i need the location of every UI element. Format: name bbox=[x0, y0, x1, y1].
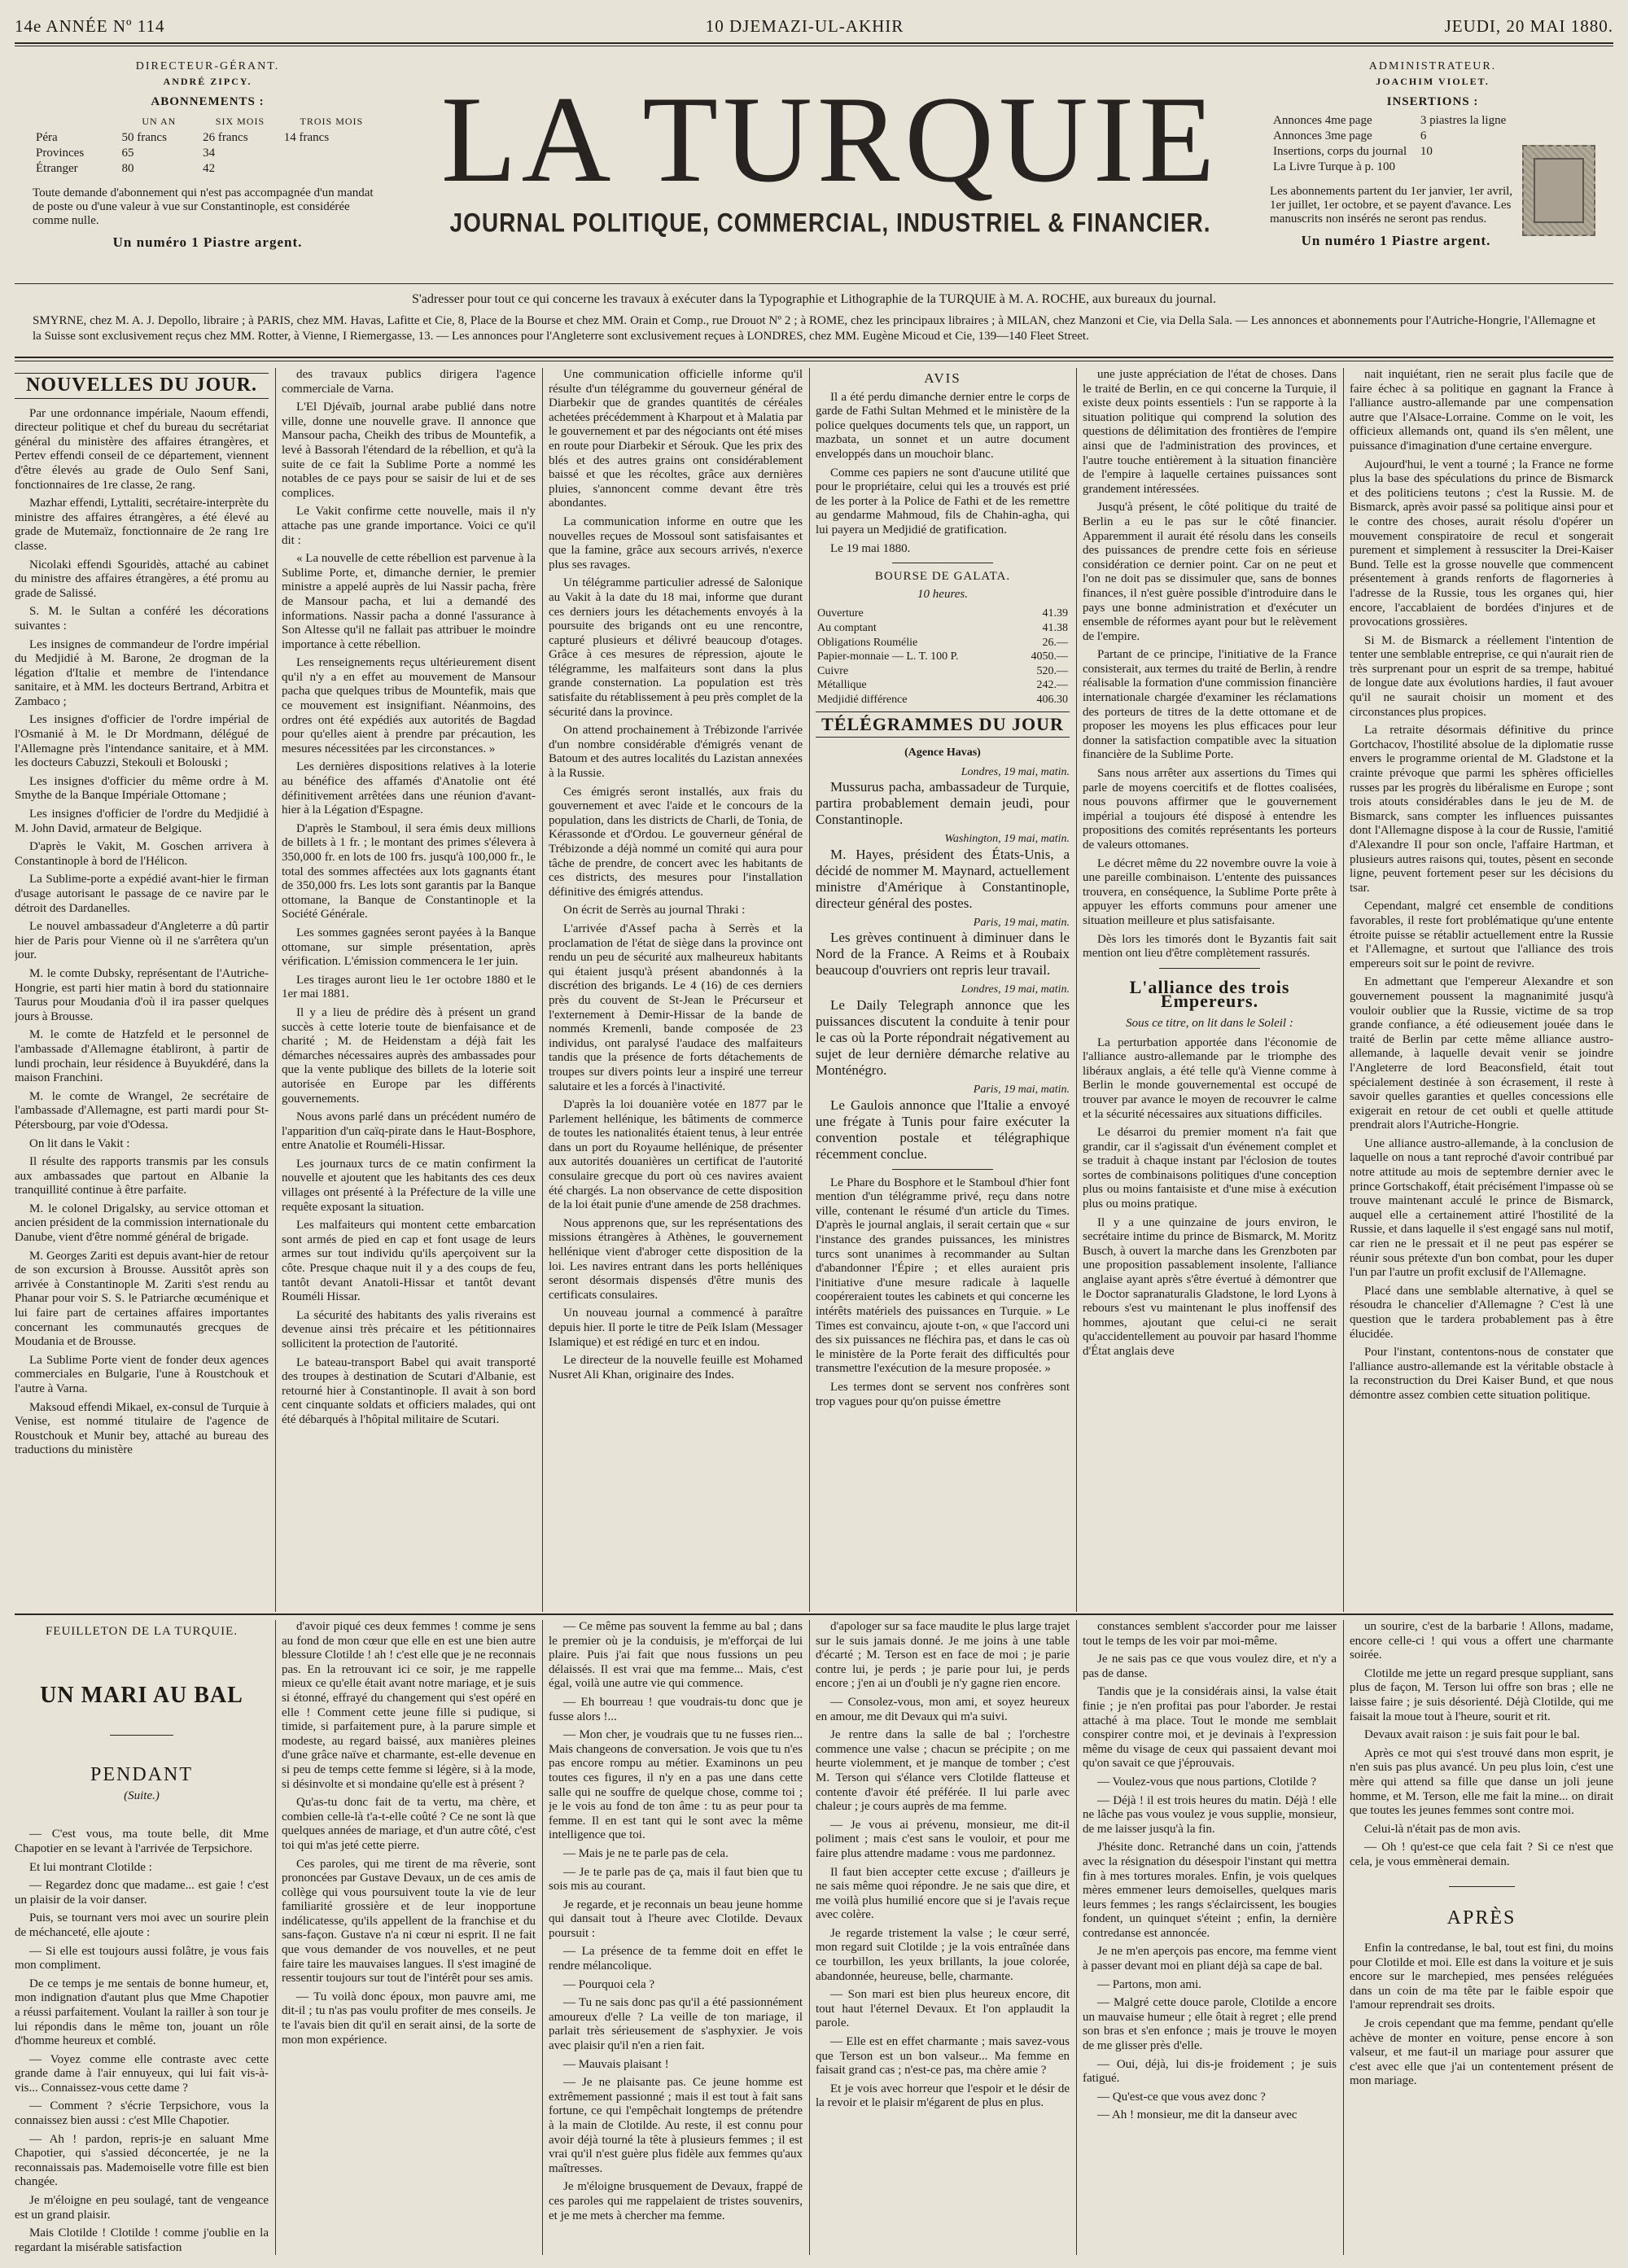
feuilleton-rule bbox=[15, 1613, 1613, 1615]
article-paragraph: Je ne m'en aperçois pas encore, ma femme vient à passer devant moi en pliant déjà sa cape de bal. bbox=[1083, 1945, 1337, 1973]
apres-body bbox=[1350, 1942, 1613, 2089]
phare-body bbox=[816, 1176, 1070, 1410]
article-paragraph: Tandis que je la considérais ainsi, la valse était finie ; je n'en profitai pas pour l'aborder. Je restai attaché à ma place. Tout le monde me semblait conspirer contre moi, et je devinais à l'expression même du visage de ceux qui passaient devant moi qu'on savait ce que j'éprouvais. bbox=[1083, 1685, 1337, 1771]
column-rule bbox=[809, 1620, 810, 2255]
table-row: Insertions, corps du journal 10 bbox=[1273, 145, 1433, 158]
hijri-date: 10 DJEMAZI-UL-AKHIR bbox=[705, 15, 904, 36]
article-paragraph: Les insignes d'officier du même ordre à M. Smythe de la Banque Impériale Ottomane ; bbox=[15, 774, 269, 803]
article-paragraph: Qu'as-tu donc fait de ta vertu, ma chère, et combien celle-là t'a-t-elle coûté ? Ce ne sont là que quelques années de mariage, et d'un autre côté, c'est toi qui m'as jeté cette pierre. bbox=[282, 1796, 536, 1852]
telegram-text: Mussurus pacha, ambassadeur de Turquie, partira probablement demain jeudi, pour Constantinople. bbox=[816, 779, 1070, 828]
telegrams-list bbox=[816, 765, 1070, 1162]
admin-label: ADMINISTRATEUR. bbox=[1368, 60, 1497, 72]
article-paragraph: D'après le Vakit, M. Goschen arrivera à Constantinople à bord de l'Hélicon. bbox=[15, 840, 269, 868]
telegram-dateline: Londres, 19 mai, matin. bbox=[961, 983, 1070, 996]
bourse-label: Au comptant bbox=[817, 621, 877, 634]
article-paragraph: Nous avons parlé dans un précédent numéro de l'apparition d'un caïq-pirate dans le Haut-Bosphore, entre Anatolie et Rouméli-Hissar. bbox=[282, 1110, 536, 1153]
table-row: La Livre Turque à p. 100 bbox=[1273, 160, 1395, 173]
article-paragraph: Je crois cependant que ma femme, pendant qu'elle achève de monter en voiture, pense encore à son valseur, et me faut-il un mariage pour assurer que c'est avec elle que j'ai un contentement présent de mon mariage. bbox=[1350, 2017, 1613, 2088]
column-header: UN AN bbox=[142, 116, 177, 127]
article-paragraph: Le bateau-transport Babel qui avait transporté des troupes à destination de Scutari d'Albanie, est retourné hier à Constantinople. Il avait à son bord cent cinquante soldats et officiers malades, qui ont été débarqués à l'hôpital militaire de Scutari. bbox=[282, 1355, 536, 1426]
article-paragraph: On lit dans le Vakit : bbox=[29, 1136, 130, 1150]
article-paragraph: M. Georges Zariti est depuis avant-hier de retour de son excursion à Brousse. Aussitôt après son arrivée à Constantinople M. Zariti s'est rendu au Phanar pour voir S. S. le Patriarche œcuménique et lui faire part de certaines affaires importantes concernant les communautés grecques de Moudania et de Brousse. bbox=[15, 1249, 269, 1349]
feuilleton bbox=[15, 1620, 1613, 2255]
feuilleton-column-4 bbox=[816, 1620, 1070, 2255]
article-paragraph: Il y a une quinzaine de jours environ, le secrétaire intime du prince de Bismarck, M. Moritz Busch, à ouvert la marche dans les Grenzboten par une proposition passablement insolente, l'alliance anglaise ayant après s'être évertué à démontrer que le Doctor sapranaturalis Gladstone, le lord Lyons à rebours s'est vu maintenant le plus inoffensif des hommes, ajoutant que celui-ci ne serait qu'accidentellement au pouvoir par hasard l'homme d'État anglais deve bbox=[1083, 1215, 1337, 1358]
agency-rule bbox=[15, 357, 1613, 358]
section-title-nouvelles: NOUVELLES DU JOUR. bbox=[15, 373, 269, 399]
column-header: SIX MOIS bbox=[215, 116, 265, 127]
article-paragraph: Le nouvel ambassadeur d'Angleterre a dû partir hier de Paris pour Vienne où il ne s'arrêtera qu'un jour. bbox=[15, 920, 269, 962]
feuilleton-body-2 bbox=[282, 1620, 536, 2047]
table-row: Étranger 80 42 bbox=[36, 162, 216, 175]
article-paragraph: Il y a lieu de prédire dès à présent un grand succès à cette loterie toute de bienfaisance et de charité ; M. de Heidenstam a déjà fait les démarches nécessaires auprès des ambassades pour que la vente publique des billets de la loterie soit autorisée en Europe par les différents gouvernements. bbox=[282, 1005, 536, 1106]
feuilleton-body-1 bbox=[15, 1828, 269, 2255]
table-row bbox=[816, 678, 1070, 693]
stamp-inner bbox=[1534, 158, 1584, 223]
table-row: Annonces 4me page 3 piastres la ligne bbox=[1273, 114, 1507, 127]
article-paragraph: Les termes dont se servent nos confrères sont trop vagues pour qu'on puisse émettre bbox=[816, 1380, 1070, 1408]
article-paragraph: La Sublime-porte a expédié avant-hier le firman d'usage autorisant le passage de ce navire par le détroit des Dardanelles. bbox=[15, 873, 269, 915]
table-row bbox=[816, 636, 1070, 650]
separator bbox=[110, 1735, 173, 1736]
article-paragraph: Les renseignements reçus ultérieurement disent qu'il n'y a en effet au mouvement de Mansour pacha que quelques tribus de Mountefik, mais que ce mouvement est insignifiant. Néanmoins, des ordres ont été expédiés aux autorités de Bagdad pour qu'elles aient à prendre par précaution, les mesures nécessitées par les circonstances. » bbox=[282, 656, 536, 755]
article-paragraph: Nicolaki effendi Sgouridès, attaché au cabinet du ministre des affaires étrangères, a été promu au grade de Salissé. bbox=[15, 558, 269, 600]
article-paragraph: De ce temps je me sentais de bonne humeur, et, mon indignation d'autant plus que Mme Chapotier a réussi parfaitement. Voulant la railler à son tour je lui répondis dans le même ton, jouant un rôle d'homme heureux et comblé. bbox=[15, 1977, 269, 2048]
table-row bbox=[816, 621, 1070, 636]
col2-body bbox=[282, 368, 536, 1428]
telegram-text: Le Gaulois annonce que l'Italie a envoyé une frégate à Tunis pour faire exécuter la convention postale et télégraphique récemment conclue. bbox=[816, 1097, 1070, 1162]
postage-stamp bbox=[1522, 145, 1595, 236]
article-paragraph: Un télégramme particulier adressé de Salonique au Vakit à la date du 18 mai, informe que durant ces derniers jours les détachements envoyés à la poursuite des brigands ont eu une rencontre, capturé plusieurs et délivré beaucoup d'otages. Grâce à ces mesures de répression, ajoute le télégramme, les malfaiteurs sont dans la plus grande consternation. La population est très satisfaite du rétablissement à peu près complet de la sécurité dans la province. bbox=[549, 576, 803, 719]
article-paragraph: Le directeur de la nouvelle feuille est Mohamed Nusret Ali Khan, originaire des Indes. bbox=[549, 1354, 803, 1381]
bourse-title: BOURSE DE GALATA. bbox=[874, 570, 1011, 584]
article-paragraph: Partant de ce principe, l'initiative de la France consisterait, aux termes du traité de Berlin, à rendre réalisable la formation d'une commission financière internationale chargée d'examiner les réclamations des porteurs de titres de la dette ottomane et de proposer les moyens les plus efficaces pour leur donner la satisfaction compatible avec la situation financière de la Sublime Porte. bbox=[1083, 648, 1337, 762]
feuilleton-column-2 bbox=[282, 1620, 536, 2255]
article-paragraph: Si M. de Bismarck a réellement l'intention de tenter une semblable entreprise, ce qui n'aurait rien de très surprenant pour un esprit de sa trempe, habitué de longue date aux évolutions hardies, il faut avouer qu'il ne saurait choisir un moment et des circonstances plus propices. bbox=[1350, 633, 1613, 719]
article-paragraph: Ces paroles, qui me tirent de ma rêverie, sont prononcées par Gustave Devaux, un de ces amis de collège qui vous poursuivent toute la vie de leur familiarité grossière et de leur inopportune indélicatesse, qu'ils appellent de la franchise et du sans-façon. Gustave n'a ni cœur ni esprit. Il ne fait que vous demander de vos nouvelles, et ne peut faire taire les mauvaises langues. Il s'est imaginé de ressentir toujours sur tout de l'intérêt pour ses amis. bbox=[282, 1857, 536, 1986]
table-row bbox=[816, 693, 1070, 707]
admin-name: JOACHIM VIOLET. bbox=[1376, 76, 1490, 87]
column-rule bbox=[1076, 1620, 1077, 2255]
article-paragraph: — Voulez-vous que nous partions, Clotilde ? bbox=[1097, 1775, 1317, 1789]
separator bbox=[892, 1169, 994, 1170]
table-row: Provinces 65 34 bbox=[36, 147, 216, 160]
column-rule bbox=[1343, 368, 1344, 1612]
article-paragraph: — Mauvais plaisant ! bbox=[563, 2057, 669, 2071]
feuilleton-head: FEUILLETON DE LA TURQUIE. bbox=[45, 1625, 239, 1638]
article-paragraph: — Je te parle pas de ça, mais il faut bien que tu sois mis au courant. bbox=[549, 1865, 803, 1894]
article-paragraph: des travaux publics dirigera l'agence commerciale de Varna. bbox=[282, 368, 536, 396]
article-paragraph: — Oui, déjà, lui dis-je froidement ; je suis fatigué. bbox=[1083, 2057, 1337, 2086]
main-columns bbox=[15, 368, 1613, 1612]
column-4 bbox=[816, 368, 1070, 1612]
column-rule bbox=[542, 1620, 543, 2255]
article-paragraph: — Son mari est bien plus heureux encore, dit tout haut l'éternel Devaux. Et l'on applaudit la parole. bbox=[816, 1988, 1070, 2030]
article-paragraph: Le décret même du 22 novembre ouvre la voie à une pareille combinaison. L'entente des puissances trouvera, en conséquence, la Sublime Porte prête à appuyer les efforts communs pour amener une situation meilleure et plus satisfaisante. bbox=[1083, 856, 1337, 927]
article-paragraph: Puis, se tournant vers moi avec un sourire plein de méchanceté, elle ajoute : bbox=[15, 1911, 269, 1939]
article-paragraph: nait inquiétant, rien ne serait plus facile que de faire échec à sa politique en gagnant la France à l'alliance austro-allemande par une compensation autre que l'Alsace-Lorraine. Comme on le voit, les officieux allemands ont, quand ils s'en mêlent, une puissance d'imagination d'une certaine envergure. bbox=[1350, 368, 1613, 453]
article-paragraph: Le désarroi du premier moment n'a fait que grandir, car il s'agissait d'un événement complet et se traduit à chaque instant par l'éclosion de toutes sortes de combinaisons politiques d'une conception plus ou moins fantaisiste et d'une mise à exécution plus ou moins pratique. bbox=[1083, 1126, 1337, 1211]
agency-text: SMYRNE, chez M. A. J. Depollo, libraire ; à PARIS, chez MM. Havas, Lafitte et Cie, 8, Place de la Bourse et chez MM. Orain et Comp., rue Drouot Nº 2 ; à ROME, chez les principaux libraires ; à MILAN, chez Manzoni et Cie, via Della Sala. — Les annonces et abonnements pour l'Autriche-Hongrie, l'Allemagne et la Suisse sont exclusivement reçus chez MM. Rotter, à Vienne, I Riemergasse, 13. — Les annonces pour l'Angleterre sont exclusivement reçues à LONDRES, chez MM. Eugène Micoud et Cie, 139—140 Fleet Street. bbox=[33, 314, 1595, 343]
article-paragraph: Après ce mot qui s'est trouvé dans mon esprit, je n'en suis pas plus avancé. Un peu plus loin, c'est une mère qui attend sa fille que danse un joli jeune homme, et M. Terson, elle me fait la mine... on dirait que toutes les jeunes femmes sont contre moi. bbox=[1350, 1746, 1613, 1818]
article-paragraph: — Comment ? s'écrie Terpsichore, vous la connaissez bien aussi : c'est Mlle Chapotier. bbox=[15, 2099, 269, 2128]
article-paragraph: M. le comte de Wrangel, 2e secrétaire de l'ambassade d'Allemagne, est parti mardi pour St-Pétersbourg, par voie d'Odessa. bbox=[15, 1089, 269, 1132]
apres-title: APRÈS bbox=[1446, 1907, 1516, 1929]
article-paragraph: — Consolez-vous, mon ami, et soyez heureux en amour, me dit Devaux qui m'a suivi. bbox=[816, 1695, 1070, 1723]
column-header: TROIS MOIS bbox=[300, 116, 364, 127]
article-paragraph: Je rentre dans la salle de bal ; l'orchestre commence une valse ; chacun se précipite ; on me heurte violemment, et je manque de tomber ; c'est M. Terson qui s'élance vers Clotilde flatteuse et contente d'avoir été préférée. Il lui parle avec chaleur ; je cours auprès de ma femme. bbox=[816, 1728, 1070, 1814]
feuilleton-body-6 bbox=[1350, 1620, 1613, 1870]
column-rule bbox=[1343, 1620, 1344, 2255]
article-paragraph: — Oh ! qu'est-ce que cela fait ? Si ce n'est que cela, je vous emmènerai demain. bbox=[1350, 1841, 1613, 1868]
article-paragraph: Pour l'instant, contentons-nous de constater que l'alliance austro-allemande est la véritable obstacle à la reconstruction du Drei Kaiser Bund, et que nous démontre assez combien cette situation politique. bbox=[1350, 1346, 1613, 1402]
article-paragraph: M. le comte de Hatzfeld et le personnel de l'ambassade d'Allemagne établiront, à partir de lundi prochain, leur résidence à Buyukdéré, dans la maison Franchini. bbox=[15, 1028, 269, 1085]
article-paragraph: Les journaux turcs de ce matin confirment la nouvelle et ajoutent que les habitants des ces deux villages ont présenté à la Préfecture de la ville une requête exposant la situation. bbox=[282, 1157, 536, 1214]
feuilleton-column-5 bbox=[1083, 1620, 1337, 2255]
article-paragraph: Mazhar effendi, Lyttaliti, secrétaire-interprète du ministre des affaires étrangères, a été élevé au grade de Mutemaïz, fonctionnaire de 2e rang 1re classe. bbox=[15, 497, 269, 553]
telegram-dateline: Londres, 19 mai, matin. bbox=[961, 765, 1070, 778]
col6-body bbox=[1350, 368, 1613, 1403]
avis-body bbox=[816, 391, 1070, 557]
feuilleton-title: UN MARI AU BAL bbox=[40, 1682, 243, 1708]
article-paragraph: — Tu voilà donc époux, mon pauvre ami, me dit-il ; tu n'as pas voulu profiter de mes conseils. Je te l'avais bien dit qu'il en serait ainsi, de la sorte de mon mon expérience. bbox=[282, 1990, 536, 2047]
article-paragraph: En admettant que l'empereur Alexandre et son gouvernement poussent la magnanimité jusqu'à vouloir oublier que la Russie, victime de sa trop grande confiance, a été odieusement jouée dans le traité de Berlin par cette même alliance austro-allemande, à laquelle devait venir se joindre l'Angleterre de lord Beaconsfield, était tout spécialement destinée à son écrasement, il reste à savoir quelles garanties et quelles concessions elle exigerait en retour de cet oubli et quelle attitude prendrait alors l'Autriche-Hongrie. bbox=[1350, 975, 1613, 1132]
article-paragraph: Les insignes d'officier de l'ordre du Medjidié à M. John David, armateur de Belgique. bbox=[15, 808, 269, 835]
table-row bbox=[816, 664, 1070, 679]
table-row bbox=[816, 650, 1070, 664]
agency-lead: S'adresser pour tout ce qui concerne les travaux à exécuter dans la Typographie et Lithographie de la TURQUIE à M. A. ROCHE, aux bureaux du journal. bbox=[412, 292, 1216, 306]
article-paragraph: — Mon cher, je voudrais que tu ne fusses rien... Mais changeons de conversation. Je vois que tu n'es pas encore rompu au métier. Examinons un peu toutes ces figures, il n'y en a pas une dans cette salle qui ne souffre de quelque chose, comme toi ; je le vois au fond de ton âme : tu as peur pour ta femme. Il en est tant qui le sont avec la même intelligence que toi. bbox=[549, 1728, 803, 1842]
issue-price-right: Un numéro 1 Piastre argent. bbox=[1301, 233, 1491, 248]
article-paragraph: Le Phare du Bosphore et le Stamboul d'hier font mention d'un télégramme privé, reçu dans notre ville, contenant le résumé d'un article du Times. D'après le journal anglais, il serait certain que « sur l'instance des grandes puissances, les ministres turcs sont unanimes à recommander au Sultan d'abandonner l'Épire ; et elles auraient pris l'initiative d'une mesure radicale à laquelle coopéreraient toutes les cabinets et qui concerne les intérêts matériels des puissances en Turquie. » Le Times est convaincu, ajoute t-on, « que l'accord uni des six puissances ne fléchira pas, et dans le cas où le ministère de la Porte ferait des difficultés pour transmettre l'exécution de la mesure proposée. » bbox=[816, 1176, 1070, 1376]
article-paragraph: Jusqu'à présent, le côté politique du traité de Berlin a eu le pas sur le côté financier. Apparemment il aurait été résolu dans les conseils des puissances de prendre cette fois en sérieuse considération ce dernier point. Car on ne peut et l'on ne doit pas se dissimuler que, sans de bonnes finances, il n'est guère possible d'introduire dans le pays une bonne administration et d'exécuter un ensemble de réformes ayant pour but le relèvement de l'empire. bbox=[1083, 501, 1337, 643]
feuilleton-column-6 bbox=[1350, 1620, 1613, 2255]
column-rule bbox=[275, 1620, 276, 2255]
article-paragraph: — Je ne plaisante pas. Ce jeune homme est extrêmement passionné ; mais il est tout à fait sans fortune, ce qui l'empêchait longtemps de prétendre à la main de Clotilde. Au reste, il est connu pour avoir déjà tourné la tête à plusieurs femmes ; il est vrai qu'il n'est guère plus fidèle aux femmes qu'aux maîtresses. bbox=[549, 2076, 803, 2175]
article-paragraph: Je m'éloigne brusquement de Devaux, frappé de ces paroles qui me rappelaient de tristes souvenirs, et je me mets à chercher ma femme. bbox=[549, 2180, 803, 2222]
director-name: ANDRÉ ZIPCY. bbox=[163, 76, 252, 87]
insertions-table bbox=[1270, 113, 1514, 175]
subscriptions-box bbox=[33, 59, 383, 250]
article-paragraph: Les tirages auront lieu le 1er octobre 1880 et le 1er mai 1881. bbox=[282, 973, 536, 1001]
article-paragraph: Nous apprenons que, sur les représentations des missions étrangères à Athènes, le gouvernement hellénique vient d'abroger cette disposition de la loi. Les navires entrant dans les ports helléniques seront désormais dispensés d'être munis des certificats consulaires. bbox=[549, 1216, 803, 1302]
bourse-value: 4050.— bbox=[1031, 650, 1068, 663]
bourse-value: 520.— bbox=[1036, 664, 1068, 677]
feuilleton-suite: (Suite.) bbox=[124, 1789, 160, 1802]
article-paragraph: Ces émigrés seront installés, aux frais du gouvernement et avec l'aide et le concours de la population, dans les districts de Charli, de Tonia, de Kérassonde et d'Ordou. Le gouverneur général de Trébizonde a déjà nommé un comité qui aura pour tâche de prendre, de concert avec les habitants de ces districts, des mesures pour l'installation définitive des émigrés attendus. bbox=[549, 785, 803, 899]
telegram-text: Le Daily Telegraph annonce que les puissances discutent la conduite à tenir pour le cas où la Porte répondrait négativement au sujet de leur dernière démarche relative au Monténégro. bbox=[816, 997, 1070, 1079]
col3-body bbox=[549, 368, 803, 1382]
telegrams-title: TÉLÉGRAMMES DU JOUR bbox=[816, 711, 1070, 738]
article-paragraph: Sans nous arrêter aux assertions du Times qui parle de moyens coercitifs et de flottes coalisées, nous pouvons affirmer que le gouvernement impérial a toujours été disposé à entendre les propositions des comités représentants les porteurs de valeurs ottomanes. bbox=[1083, 767, 1337, 852]
article-paragraph: Je regarde, et je reconnais un beau jeune homme qui dansait tout à l'heure avec Clotilde. Devaux poursuit : bbox=[549, 1898, 803, 1940]
alliance-body bbox=[1083, 1036, 1337, 1359]
bourse-label: Papier-monnaie — L. T. 100 P. bbox=[817, 650, 959, 663]
bourse-value: 41.38 bbox=[1042, 621, 1068, 634]
telegrams-agency: (Agence Havas) bbox=[904, 747, 981, 760]
article-paragraph: — C'est vous, ma toute belle, dit Mme Chapotier en se levant à l'arrivée de Terpsichore. bbox=[15, 1828, 269, 1855]
article-paragraph: Les malfaiteurs qui montent cette embarcation sont armés de pied en cap et font usage de leurs armes sur tout individu qu'ils aperçoivent sur la côte. Presque chaque nuit il y a des coups de feu, tantôt devant Anatoli-Hissar et tantôt devant Rouméli Hissar. bbox=[282, 1219, 536, 1304]
article-paragraph: M. le comte Dubsky, représentant de l'Autriche-Hongrie, est parti hier matin à bord du stationnaire Taurus pour Moudania d'où il ira passer quelques jours à Brousse. bbox=[15, 966, 269, 1023]
issue-price: Un numéro 1 Piastre argent. bbox=[112, 234, 303, 250]
bourse-value: 41.39 bbox=[1042, 607, 1068, 620]
telegram-dateline: Washington, 19 mai, matin. bbox=[944, 833, 1070, 846]
article-paragraph: constances semblent s'accorder pour me laisser tout le temps de les voir par moi-même. bbox=[1083, 1620, 1337, 1648]
bourse-label: Obligations Roumélie bbox=[817, 636, 918, 649]
newspaper-subtitle: JOURNAL POLITIQUE, COMMERCIAL, INDUSTRIEL & FINANCIER. bbox=[449, 208, 1211, 238]
article-paragraph: Maksoud effendi Mikael, ex-consul de Turquie à Venise, est nommé titulaire de l'agence de Roustchouk et Munir bey, attaché au bureau des traductions du ministère bbox=[15, 1400, 269, 1457]
article-paragraph: On écrit de Serrès au journal Thraki : bbox=[563, 904, 746, 917]
article-paragraph: « La nouvelle de cette rébellion est parvenue à la Sublime Porte, et, dimanche dernier, le premier ministre a appelé auprès de lui Nassir pacha, frère de Mansour pacha, et lui a demandé des informations. Nassir pacha a donné l'assurance à Son Altesse qu'il ne fallait pas attribuer le moindre importance à cette rébellion. bbox=[282, 552, 536, 651]
bourse-label: Medjidié différence bbox=[817, 693, 908, 706]
feuilleton-body-3 bbox=[549, 1620, 803, 2223]
article-paragraph: Les insignes d'officier de l'ordre impérial de l'Osmanié à M. le Dr Mordmann, délégué de l'Allemagne près l'intendance sanitaire, et à MM. les docteurs Cabuzzi, Stekouli et Bolouski ; bbox=[15, 713, 269, 770]
article-paragraph: Il faut bien accepter cette excuse ; d'ailleurs je ne sais même quoi répondre. Je ne sais que dire, et me voilà plus humilié encore que si je l'avais reçue avec colère. bbox=[816, 1865, 1070, 1922]
subscriptions-note: Toute demande d'abonnement qui n'est pas accompagnée d'un mandat de poste ou d'une valeur à vue sur Constantinople, est considérée comme nulle. bbox=[33, 186, 374, 227]
article-paragraph: Devaux avait raison : je suis fait pour le bal. bbox=[1364, 1728, 1580, 1742]
article-paragraph: Les sommes gagnées seront payées à la Banque ottomane, sur simple présentation, après vérification. L'émission commencera le 1er juin. bbox=[282, 926, 536, 969]
article-paragraph: Par une ordonnance impériale, Naoum effendi, directeur politique et chef du bureau du secrétariat général du ministère des affaires étrangères, et Pertev effendi conseil de ce département, viennent d'être élevés au grade de Oulo Senf Sani, fonctionnaires de 1re classe, 2e rang. bbox=[15, 406, 269, 492]
feuilleton-column-1 bbox=[15, 1620, 269, 2255]
bourse-value: 406.30 bbox=[1036, 693, 1068, 706]
article-paragraph: S. M. le Sultan a conféré les décorations suivantes : bbox=[15, 605, 269, 633]
article-paragraph: — Malgré cette douce parole, Clotilde a encore un mauvaise humeur ; elle ôtait à regret ; elle prend son bras et s'en enfonce ; mais je trouve le moyen de me glisser près d'elle. bbox=[1083, 1996, 1337, 2053]
column-5 bbox=[1083, 368, 1337, 1612]
article-paragraph: Et lui montrant Clotilde : bbox=[29, 1860, 152, 1874]
feuilleton-body-4 bbox=[816, 1620, 1070, 2111]
article-paragraph: D'après la loi douanière votée en 1877 par le Parlement hellénique, les bâtiments de commerce de toutes les nationalités étaient tenus, à leur entrée dans un port du Royaume hellénique, de présenter aux autorités douanières un certificat de l'autorité consulaire grecque du port où ces navires avaient été chargés. La non observance de cette disposition de la loi était punie d'une amende de 258 drachmes. bbox=[549, 1098, 803, 1212]
bourse-value: 26.— bbox=[1042, 636, 1068, 649]
article-paragraph: Je m'éloigne en peu soulagé, tant de vengeance est un grand plaisir. bbox=[15, 2194, 269, 2222]
year-issue: 14e ANNÉE Nº 114 bbox=[15, 15, 165, 36]
table-header bbox=[33, 113, 383, 130]
top-dateline bbox=[15, 15, 1613, 37]
article-paragraph: Un nouveau journal a commencé à paraître depuis hier. Il porte le titre de Peïk Islam (Messager Islamique) et est rédigé en turc et en indou. bbox=[549, 1307, 803, 1349]
article-paragraph: — Voyez comme elle contraste avec cette grande dame à l'air ennuyeux, qui lui fait vis-à-vis... Connaissez-vous cette dame ? bbox=[15, 2052, 269, 2095]
article-paragraph: D'après le Stamboul, il sera émis deux millions de billets à 1 fr. ; le montant des primes s'élevera à 350,000 fr. en lots de 100 frs. jusqu'à 100,000 fr., le total des sommes affectées aux lots gagnants étant de 350,000 frs. Les lots sont garantis par la Banque ottomane, la Banque de Constantinople et la Société Générale. bbox=[282, 821, 536, 922]
article-paragraph: — Regardez donc que madame... est gaie ! c'est un plaisir de la voir danser. bbox=[15, 1879, 269, 1907]
article-paragraph: Placé dans une semblable alternative, à quel se résoudra le chancelier d'Allemagne ? C'est là une question que le tardera probablement pas à être élucidée. bbox=[1350, 1284, 1613, 1341]
feuilleton-body-5 bbox=[1083, 1620, 1337, 2123]
bourse-value: 242.— bbox=[1036, 679, 1068, 692]
article-paragraph: On attend prochainement à Trébizonde l'arrivée d'un nombre considérable d'émigrés venant de Batoum et des autres localités du Lazistan annexées à la Russie. bbox=[549, 724, 803, 781]
agency-notice bbox=[33, 291, 1595, 344]
article-paragraph: — Mais je ne te parle pas de cela. bbox=[563, 1846, 729, 1860]
newspaper-title: LA TURQUIE bbox=[440, 71, 1220, 208]
article-paragraph: — Pourquoi cela ? bbox=[563, 1977, 655, 1991]
article-paragraph: L'arrivée d'Assef pacha à Serrès et la proclamation de l'état de siège dans la province ont rendu un peu de sécurité aux malheureux habitants qui étaient jusqu'à présent abandonnés à la discrétion des brigands. Le 4 (16) de ces derniers près du couvent de St-Jean le Précurseur et l'externement à Demir-Hissar de la bande de nommés Kremenli, bande composée de 23 individus, ont paralysé l'audace des malfaiteurs tandis que la présence de forts détachements de troupes sur divers points leur a inspiré une terreur salutaire et les a forcés à l'inactivité. bbox=[549, 922, 803, 1093]
article-paragraph: Clotilde me jette un regard presque suppliant, sans plus de façon, M. Terson lui offre son bras ; elle ne laisse faire ; je suis désorienté. Déjà Clotilde, qui me faisait la moue tout à l'heure, sourit et rit. bbox=[1350, 1666, 1613, 1723]
table-row bbox=[816, 606, 1070, 621]
article-paragraph: Enfin la contredanse, le bal, tout est fini, du moins pour Clotilde et moi. Elle est dans la voiture et je suis encore sur le marchepied, mes pensées reléguées dans un coin de ma tête par le faible espoir que l'amour reprendrait ses droits. bbox=[1350, 1942, 1613, 2012]
subscriptions-table bbox=[33, 113, 383, 177]
bourse-label: Métallique bbox=[817, 679, 867, 692]
article-paragraph: — Ah ! pardon, repris-je en saluant Mme Chapotier, qui s'assied déconcertée, je ne la reconnaissais pas. Mademoiselle votre fille est bien changée. bbox=[15, 2132, 269, 2189]
article-paragraph: d'apologer sur sa face maudite le plus large trajet sur le suis jamais donné. Je me joins à une table d'écarté ; M. Terson est en face de moi ; je parie contre lui, je perds ; je parie pour lui, je perds encore ; j'en ai un d'oubli je n'y gagne rien encore. bbox=[816, 1620, 1070, 1691]
column-rule bbox=[542, 368, 543, 1612]
article-paragraph: Une communication officielle informe qu'il résulte d'un télégramme du gouverneur général de Diarbekir que de grandes quantités de céréales achetées précédemment à Kharpout et à Malatia par le gouvernement et par des négociants ont été mises en route pour Diarbekir et Sérouk. Que les prix des blés et des autres grains ont considérablement baissé et que les récoltes, grâce aux dernières pluies, s'annoncent comme devant être très abondantes. bbox=[549, 368, 803, 510]
alliance-title: L'alliance des trois Empereurs. bbox=[1129, 976, 1290, 1012]
article-paragraph: — Tu ne sais donc pas qu'il a été passionnément amoureux d'elle ? La veille de ton mariage, il parlait très sérieusement de s'asphyxier. Je vois avec plaisir qu'il n'en a rien fait. bbox=[549, 1996, 803, 2053]
col5-body bbox=[1083, 368, 1337, 961]
bourse-time: 10 heures. bbox=[917, 587, 968, 601]
article-paragraph: — Ah ! monsieur, me dit la danseur avec bbox=[1097, 2108, 1298, 2122]
article-paragraph: Une alliance austro-allemande, à la conclusion de laquelle on nous a tant reproché d'avoir contribué par notre attitude au mois de septembre dernier avec le prince Gortschakoff, était précisément l'impasse où se trouve maintenant acculé le prince de Bismarck, auquel elle a certainement attiré l'hostilité de la Russie, et dans laquelle il s'est engagé sans nul motif, car rien ne le pressait et il ne peut pas espérer se réunir sous prétexte d'un bon combat, pour les duper l'un par l'autre un profit exclusif de l'Allemagne. bbox=[1350, 1136, 1613, 1280]
bourse-label: Ouverture bbox=[817, 607, 864, 620]
director-label: DIRECTEUR-GÉRANT. bbox=[135, 60, 280, 72]
column-6 bbox=[1350, 368, 1613, 1612]
article-paragraph: Les insignes de commandeur de l'ordre impérial du Medjidié à M. Barone, 2e drogman de la légation d'Italie et membre de l'intendance sanitaire, et à MM. les docteurs Bertrand, Arbitra et Zambaco ; bbox=[15, 637, 269, 708]
article-paragraph: Le 19 mai 1880. bbox=[830, 541, 911, 555]
telegram-text: Les grèves continuent à diminuer dans le Nord de la France. A Reims et à Roubaix beaucoup d'ouvriers ont repris leur travail. bbox=[816, 930, 1070, 979]
article-paragraph: Il a été perdu dimanche dernier entre le corps de garde de Fathi Sultan Mehmed et le ministère de la police quelques documents tels que, un rapport, un mazbata, un sonnet et un autre document enveloppés dans un mouchoir blanc. bbox=[816, 390, 1070, 461]
bourse-label: Cuivre bbox=[817, 664, 849, 677]
insertions-note: Les abonnements partent du 1er janvier, 1er avril, 1er juillet, 1er octobre, et se payent d'avance. Les manuscrits non insérés ne seront pas rendus. bbox=[1270, 185, 1513, 225]
article-paragraph: J'hésite donc. Retranché dans un coin, j'attends avec la résignation du désespoir l'instant qui mettra fin à mes tortures morales. Enfin, je vois quelques mères emmener leurs demoiselles, quelques maris leurs femmes ; les rangs s'éclaircissent, les bougies fondent, un quinquet s'éteint ; enfin, la dernière contredanse est annoncée. bbox=[1083, 1841, 1337, 1940]
article-paragraph: L'El Djévaïb, journal arabe publié dans notre ville, donne une nouvelle grave. Il annonce que Mansour pacha, Cheikh des tribus de Mountefik, a levé à Bassorah l'étendard de la rébellion, et qu'à la suite de ce fait la Sublime Porte a nommé les notables de ce pays pour se saisir de lui et de ses complices. bbox=[282, 401, 536, 500]
article-paragraph: — Qu'est-ce que vous avez donc ? bbox=[1097, 2090, 1266, 2104]
article-paragraph: — Partons, mon ami. bbox=[1097, 1977, 1201, 1991]
telegram-dateline: Paris, 19 mai, matin. bbox=[973, 1084, 1070, 1097]
article-paragraph: La perturbation apportée dans l'économie de l'alliance austro-allemande par le triomphe des libéraux anglais, a été telle qu'à Vienne comme à Berlin le monde gouvernemental est occupé de trouver par avance le moyen de recouvrer le calme et la sécurité nécessaires aux situations difficiles. bbox=[1083, 1035, 1337, 1121]
article-paragraph: — La présence de ta femme doit en effet le rendre mélancolique. bbox=[549, 1945, 803, 1973]
article-paragraph: — Eh bourreau ! que voudrais-tu donc que je fusse alors !... bbox=[549, 1695, 803, 1723]
article-paragraph: un sourire, c'est de la barbarie ! Allons, madame, encore celle-ci ! qui vous a offert une charmante soirée. bbox=[1350, 1620, 1613, 1662]
masthead-rule bbox=[15, 283, 1613, 284]
article-paragraph: Aujourd'hui, le vent a tourné ; la France ne forme plus la base des spéculations du prince de Bismarck et des politiciens teutons ; c'est la Russie. M. de Bismarck, après avoir passé sa politique ainsi pour et le contre des choses, aurait résolu d'opérer un mouvement conspiratoire de recul et songerait purement et simplement à ressusciter la Drei-Kaiser Bund. Telle est la grosse nouvelle que commencent présentement à grands renforts de flagorneries à l'adresse de la Russie, tous les organes qui, hier encore, l'accablaient de bordées d'injures et de provocations grossières. bbox=[1350, 458, 1613, 629]
article-paragraph: Il résulte des rapports transmis par les consuls aux ambassades que partout en Albanie la tranquillité continue à être parfaite. bbox=[15, 1155, 269, 1197]
article-paragraph: Et je vois avec horreur que l'espoir et le désir de la revoir et le plaisir m'égarent de plus en plus. bbox=[816, 2082, 1070, 2110]
table-row: Péra 50 francs 26 francs 14 francs bbox=[36, 131, 330, 144]
article-paragraph: Le Vakit confirme cette nouvelle, mais il n'y attache pas une grande importance. Voici ce qu'il dit : bbox=[282, 505, 536, 547]
article-paragraph: Dès lors les timorés dont le Byzantis fait sait mention ont lieu d'être complètement rassurés. bbox=[1083, 932, 1337, 961]
article-paragraph: Les dernières dispositions relatives à la loterie au bénéfice des affamés d'Anatolie ont été définitivement arrêtées dans une réunion d'avant-hier à la Légation d'Espagne. bbox=[282, 760, 536, 817]
article-paragraph: Mais Clotilde ! Clotilde ! comme j'oublie en la regardant la misérable satisfaction bbox=[15, 2226, 269, 2254]
article-paragraph: Comme ces papiers ne sont d'aucune utilité que pour le propriétaire, celui qui les a trouvés est prié de les porter à la Police de Fathi et de les remettre au gendarme Mahmoud, fils de Chahin-agha, qui lui payera un Medjidié de gratification. bbox=[816, 466, 1070, 536]
article-paragraph: — Déjà ! il est trois heures du matin. Déjà ! elle ne lâche pas vous voulez je vous supplie, monsieur, de me laisser jusqu'à la fin. bbox=[1083, 1793, 1337, 1836]
article-paragraph: — Si elle est toujours aussi folâtre, je vous fais mon compliment. bbox=[15, 1944, 269, 1972]
article-paragraph: Cependant, malgré cet ensemble de conditions favorables, il reste fort problématique qu'une entente étroite puisse se rétablir actuellement entre la Russie et l'Allemagne, et surtout que l'alliance des trois empereurs soit sur le point de revivre. bbox=[1350, 900, 1613, 970]
column-rule bbox=[1076, 368, 1077, 1612]
separator bbox=[1449, 1886, 1515, 1887]
article-paragraph: M. le colonel Drigalsky, au service ottoman et ancien président de la commission internationale du Danube, vient d'être nommé général de brigade. bbox=[15, 1202, 269, 1245]
top-rule bbox=[15, 42, 1613, 44]
article-paragraph: — Ce même pas souvent la femme au bal ; dans le premier où je la conduisis, je m'efforçai de lui plaire. Puis j'ai fait que nous fussions un peu délaissés. Il est vrai que ma femme... Mais, c'est égal, voilà une autre vie qui commence. bbox=[549, 1620, 803, 1691]
article-paragraph: Je ne sais pas ce que vous voulez dire, et n'y a pas de danse. bbox=[1083, 1653, 1337, 1680]
subscriptions-heading: ABONNEMENTS : bbox=[151, 95, 265, 108]
article-paragraph: La retraite désormais définitive du prince Gortchacov, l'hostilité absolue de la diplomatie russe envers le programme oriental de M. Gladstone et la crainte prévoque que parmi les sphères officielles russes par les progrès du libéralisme en Europe ; sont trois atouts considérables dans le jeu de M. de Bismarck, sans compter les influences puissantes dont l'Allemagne dispose à la cour de Russie, l'amitié d'Alexandre II pour son oncle, l'affaire Hartman, et plusieurs autres raisons qui, toutes, pèsent en seconde ligne, peuvent fortement peser sur les décisions du tsar. bbox=[1350, 724, 1613, 895]
article-paragraph: Celui-là n'était pas de mon avis. bbox=[1364, 1822, 1521, 1836]
table-row: Annonces 3me page 6 bbox=[1273, 129, 1427, 142]
article-paragraph: — Elle est en effet charmante ; mais savez-vous que Terson est un bon valseur... Ma femme en faisait grand cas ; n'est-ce pas, ma chère amie ? bbox=[816, 2035, 1070, 2078]
article-paragraph: d'avoir piqué ces deux femmes ! comme je sens au fond de mon cœur que elle en est une bien autre blessure Clotilde ! ah ! c'est elle que je ne reconnais pas. En la retrouvant ici ce soir, je me rappelle mieux ce qu'elle était avant notre mariage, et je suis si étonné, effrayé du changement qui s'est opéré en elle ! Comment cette jeune fille si pudique, si timide, si parfaitement pure, à la parure simple et modeste, au regard baissé, aux manières pleines d'une grâce naïve et charmante, est-elle devenue en si peu de temps cette femme si légère, si à la mode, si désinvolte et si mondaine qu'elle est à présent ? bbox=[282, 1620, 536, 1791]
column-3 bbox=[549, 368, 803, 1612]
feuilleton-column-3 bbox=[549, 1620, 803, 2255]
separator bbox=[1159, 968, 1261, 969]
avis-title: AVIS bbox=[924, 370, 961, 386]
column-2 bbox=[282, 368, 536, 1612]
insertions-heading: INSERTIONS : bbox=[1386, 95, 1479, 108]
article-paragraph: La communication informe en outre que les nouvelles reçues de Mossoul sont satisfaisantes et que la famine, grâce aux secours arrivés, n'exerce plus ses ravages. bbox=[549, 514, 803, 571]
article-paragraph: une juste appréciation de l'état de choses. Dans le traité de Berlin, en ce qui concerne la Turquie, il existe deux points essentiels : l'un se rapporte à la situation politique qui comprend la solution des questions de délimitation des frontières de l'empire ainsi que de l'administration des provinces, et l'autre touche entièrement à la situation financière de l'empire à laquelle certaines puissances sont grandement intéressées. bbox=[1083, 368, 1337, 496]
telegram-text: M. Hayes, président des États-Unis, a décidé de nommer M. Maynard, actuellement ministre d'Amérique à Constantinople, directeur général des postes. bbox=[816, 846, 1070, 911]
article-paragraph: — Je vous ai prévenu, monsieur, me dit-il poliment ; mais c'est sans le vouloir, et pour me faire plus attendre madame : vous me pardonnez. bbox=[816, 1818, 1070, 1860]
alliance-subtitle: Sous ce titre, on lit dans le Soleil : bbox=[1126, 1016, 1293, 1030]
issue-date: JEUDI, 20 MAI 1880. bbox=[1444, 15, 1613, 36]
article-paragraph: La sécurité des habitants des yalis riverains est devenue ainsi très précaire et les pétitionnaires sollicitent la protection de l'autorité. bbox=[282, 1308, 536, 1351]
bourse-table bbox=[816, 606, 1070, 707]
article-paragraph: Je regarde tristement la valse ; le cœur serré, mon regard suit Clotilde ; je la vois entraînée dans ce tourbillon, les yeux brillants, la joue colorée, abandonnée, heureuse, belle, charmante. bbox=[816, 1926, 1070, 1983]
telegram-dateline: Paris, 19 mai, matin. bbox=[973, 916, 1070, 929]
article-paragraph: La Sublime Porte vient de fonder deux agences commerciales en Bulgarie, l'une à Roustchouk et l'autre à Varna. bbox=[15, 1353, 269, 1395]
column-1 bbox=[15, 368, 269, 1612]
feuilleton-chapter: PENDANT bbox=[90, 1764, 193, 1786]
column-rule bbox=[275, 368, 276, 1612]
col1-body bbox=[15, 407, 269, 1458]
column-rule bbox=[809, 368, 810, 1612]
